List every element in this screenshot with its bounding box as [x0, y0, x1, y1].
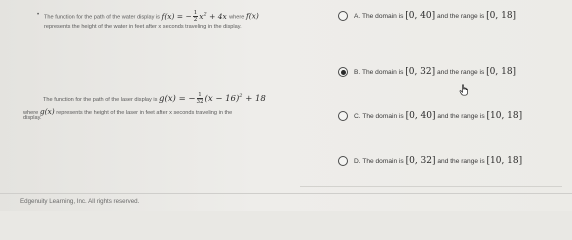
choice-d-range: [10, 18]: [486, 156, 523, 166]
water-function-line: The function for the path of the water display is f(x) = − $\frac{1}{2}$ $x^2 + 4x$ where f(x): [44, 10, 259, 23]
laser-function-equation: g(x) = − $\frac{1}{32}$ $(x - 16)^2 + 18$: [159, 92, 266, 105]
choice-a[interactable]: [338, 9, 516, 23]
choice-a-text[interactable]: A. The domain is [0, 40] and the range is [0, 18]: [354, 11, 517, 21]
choice-a-domain: [0, 40]: [405, 11, 436, 21]
laser-function-intro: The function for the path of the laser display is: [43, 97, 158, 103]
radio-button-c[interactable]: [338, 111, 348, 121]
choice-b-text[interactable]: B. The domain is [0, 32] and the range is [0, 18]: [354, 67, 517, 77]
laser-function-line: [43, 92, 266, 105]
water-coef-fraction: $\frac{1}{2}$: [193, 10, 198, 23]
choice-c-range: [10, 18]: [486, 111, 523, 121]
laser-coef-fraction: $\frac{1}{32}$: [196, 92, 204, 105]
choice-d[interactable]: [338, 154, 522, 168]
choice-b-range: [0, 18]: [486, 67, 517, 77]
water-function-equation: f(x) = − $\frac{1}{2}$ $x^2 + 4x$: [161, 10, 227, 23]
choice-b-domain: [0, 32]: [405, 67, 436, 77]
choice-divider: [300, 186, 562, 187]
choice-c[interactable]: [338, 109, 522, 123]
water-function-ref: f(x): [245, 11, 259, 21]
question-pane: [0, 0, 330, 195]
hand-cursor-icon: [459, 84, 469, 96]
radio-button-d[interactable]: [338, 156, 348, 166]
choice-d-text[interactable]: D. The domain is [0, 32] and the range is [10, 18]: [354, 156, 523, 166]
choice-b[interactable]: [338, 65, 516, 79]
water-function-intro: The function for the path of the water display is: [44, 14, 160, 21]
hand-cursor-shape: [460, 85, 468, 96]
footer-divider: [0, 193, 572, 194]
copyright-footer: [20, 198, 139, 205]
radio-button-b[interactable]: [338, 67, 348, 77]
choice-c-text[interactable]: C. The domain is [0, 40] and the range is [10, 18]: [354, 111, 523, 121]
choice-d-domain: [0, 32]: [405, 156, 436, 166]
laser-function-description-end: display.: [23, 115, 42, 121]
laser-function-description: where g(x) represents the height of the laser in feet after x seconds traveling in the: [23, 107, 233, 116]
copyright-text: Edgenuity Learning, Inc. All rights reserved.: [20, 198, 140, 205]
choice-c-domain: [0, 40]: [405, 111, 436, 121]
water-function-description: represents the height of the water in feet after x seconds traveling in the display.: [44, 24, 242, 30]
laser-function-ref: g(x): [39, 107, 55, 116]
bullet-icon: •: [37, 12, 40, 18]
radio-button-a[interactable]: [338, 11, 348, 21]
choice-a-range: [0, 18]: [486, 11, 517, 21]
